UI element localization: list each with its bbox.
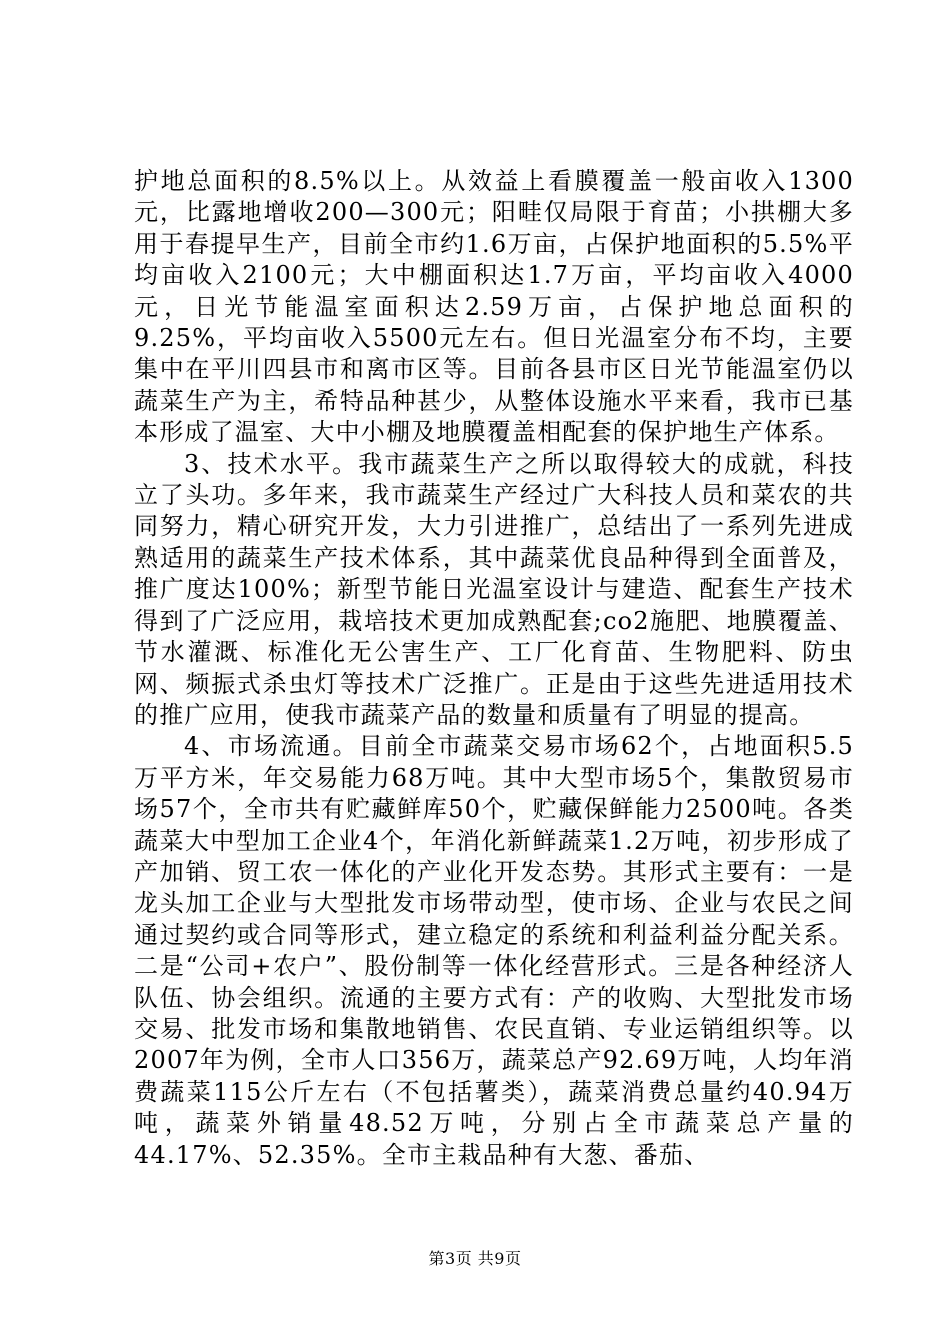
paragraph-market-circulation: 4、市场流通。目前全市蔬菜交易市场62个，占地面积5.5万平方米，年交易能力68万吨。其中大型市场5个，集散贸易市场57个，全市共有贮藏鲜库50个，贮藏保鲜能力2500吨。各类蔬菜大中型加工企业4个，年消化新鲜蔬菜1.2万吨，初步形成了产加销、贸工农一体化的产业化开发态势。其形式主要有：一是龙头加工企业与大型批发市场带动型，使市场、企业与农民之间通过契约或合同等形式，建立稳定的系统和利益利益分配关系。二是“公司+农户”、股份制等一体化经营形式。三是各种经济人队伍、协会组织。流通的主要方式有：产的收购、大型批发市场交易、批发市场和集散地销售、农民直销、专业运销组织等。以2007年为例，全市人口356万，蔬菜总产92.69万吨，人均年消费蔬菜115公斤左右（不包括薯类），蔬菜消费总量约40.94万吨，蔬菜外销量48.52万吨，分别占全市蔬菜总产量的44.17%、52.35%。全市主栽品种有大葱、番茄、: [134, 732, 854, 1169]
page-footer: [0, 1249, 950, 1269]
page-number: 第3页 共9页: [428, 1249, 522, 1268]
body-text: [134, 166, 854, 1171]
paragraph-technology-level: 3、技术水平。我市蔬菜生产之所以取得较大的成就，科技立了头功。多年来，我市蔬菜生产经过广大科技人员和菜农的共同努力，精心研究开发，大力引进推广，总结出了一系列先进成熟适用的蔬菜生产技术体系，其中蔬菜优良品种得到全面普及，推广度达100%；新型节能日光温室设计与建造、配套生产技术得到了广泛应用，栽培技术更加成熟配套;co2施肥、地膜覆盖、节水灌溉、标准化无公害生产、工厂化育苗、生物肥料、防虫网、频振式杀虫灯等技术广泛推广。正是由于这些先进适用技术的推广应用，使我市蔬菜产品的数量和质量有了明显的提高。: [134, 449, 854, 729]
paragraph-protected-area: 护地总面积的8.5%以上。从效益上看膜覆盖一般亩收入1300元，比露地增收200—300元；阳畦仅局限于育苗；小拱棚大多用于春提早生产，目前全市约1.6万亩，占保护地面积的5.5%平均亩收入2100元；大中棚面积达1.7万亩，平均亩收入4000元，日光节能温室面积达2.59万亩，占保护地总面积的9.25%，平均亩收入5500元左右。但日光温室分布不均，主要集中在平川四县市和离市区等。目前各县市区日光节能温室仍以蔬菜生产为主，希特品种甚少，从整体设施水平来看，我市已基本形成了温室、大中小棚及地膜覆盖相配套的保护地生产体系。: [134, 167, 854, 447]
